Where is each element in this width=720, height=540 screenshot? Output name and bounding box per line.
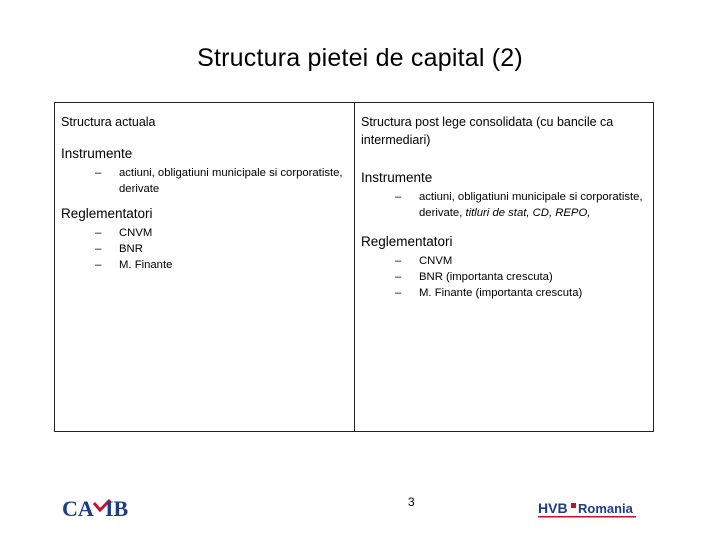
hvb-romania-logo — [538, 496, 648, 520]
list-item: – CNVM — [395, 255, 453, 267]
dash-bullet: – — [395, 287, 402, 299]
dash-bullet: – — [95, 259, 102, 271]
page-number: 3 — [408, 495, 415, 509]
dash-bullet: – — [395, 191, 402, 203]
list-item: – M. Finante — [95, 259, 173, 271]
column-divider — [354, 103, 355, 431]
list-item: – BNR (importanta crescuta) — [395, 271, 553, 283]
new-instruments-text: titluri de stat, CD, REPO, — [465, 207, 591, 219]
caib-logo-text-left: CA — [62, 496, 94, 521]
list-item: – CNVM — [95, 227, 153, 239]
regulators-list — [361, 253, 651, 301]
dash-bullet: – — [95, 243, 102, 255]
list-item: – M. Finante (importanta crescuta) — [395, 287, 583, 299]
comparison-table — [54, 102, 654, 432]
post-law-structure-heading: Structura post lege consolidata (cu bancile ca intermediari) — [361, 115, 614, 147]
post-law-structure-column — [361, 113, 651, 313]
regulators-label: Reglementatori — [361, 234, 453, 249]
dash-bullet: – — [395, 271, 402, 283]
caib-logo — [62, 494, 132, 522]
hvb-logo-underline — [538, 516, 636, 518]
instruments-list — [61, 165, 349, 197]
instruments-label: Instrumente — [361, 170, 433, 185]
dash-bullet: – — [95, 167, 102, 179]
dash-bullet: – — [95, 227, 102, 239]
romania-logo-text: Romania — [578, 501, 633, 516]
regulators-list — [61, 225, 349, 273]
list-item: – actiuni, obligatiuni municipale si corporatiste, derivate — [95, 167, 343, 195]
list-item: – BNR — [95, 243, 143, 255]
current-structure-column — [61, 113, 349, 281]
instruments-label: Instrumente — [61, 146, 133, 161]
slide-title: Structura pietei de capital (2) — [197, 44, 523, 72]
dash-bullet: – — [395, 255, 402, 267]
caib-logo-text-right: IB — [105, 496, 129, 521]
regulators-label: Reglementatori — [61, 206, 153, 221]
instruments-list — [361, 189, 651, 221]
list-item: – actiuni, obligatiuni municipale si corporatiste, derivate, titluri de stat, CD, REPO, — [395, 191, 643, 219]
hvb-logo-text: HVB — [538, 500, 568, 516]
current-structure-heading: Structura actuala — [61, 115, 156, 129]
hvb-logo-square — [571, 503, 576, 508]
